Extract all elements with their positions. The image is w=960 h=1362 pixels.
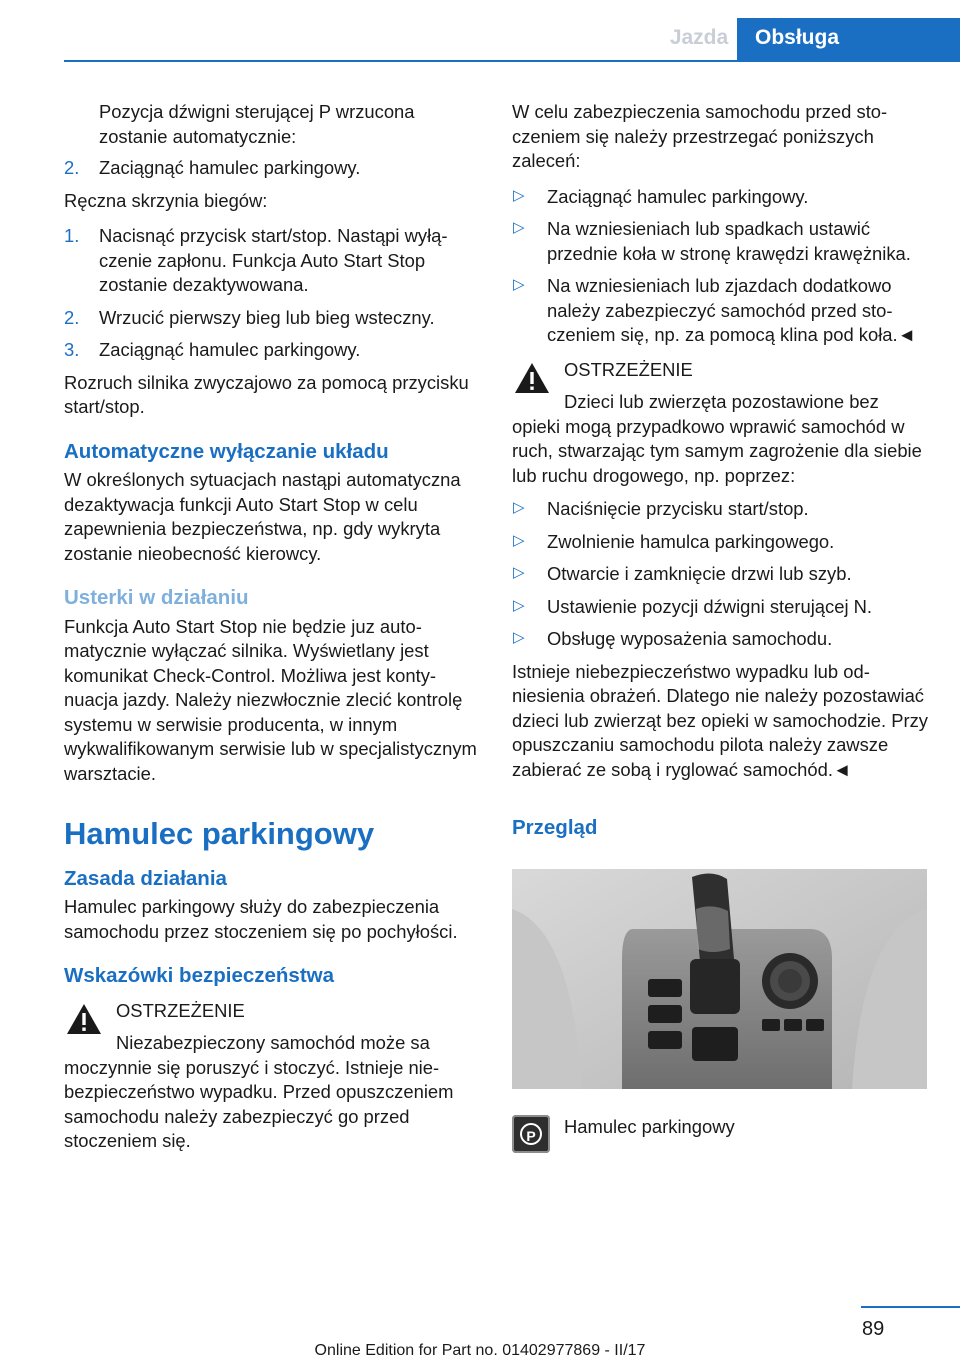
warning-triangle-icon (512, 358, 552, 398)
step-number: 1. (64, 225, 80, 246)
tab-obsluga-label: Obsługa (755, 26, 840, 49)
footer-rule (861, 1306, 960, 1308)
list-item (512, 274, 930, 348)
page-number: 89 (862, 1318, 885, 1340)
faults-text: Funkcja Auto Start Stop nie będzie juz automatycznie wyłączać silnika. Wyświetlany jest komunikat Check-Control. Możliwa jest kontynuacja jazdy. Należy niezwłocznie zlecić kontrolę systemu w serwisie producenta, w innym wykwalifikowanym serwisie lub w specjalistycznym warsztacie. (64, 615, 477, 784)
bullet-text: Zwolnienie hamulca parkingowego. (547, 530, 835, 552)
bullet-text: Zaciągnąć hamulec parkingowy. (547, 185, 809, 207)
auto-transmission-note: Pozycja dźwigni sterującej P wrzucona zostanie automatycznie: (99, 101, 415, 147)
parking-brake-icon (512, 1115, 550, 1153)
list-item (512, 217, 930, 266)
header-rule (64, 60, 960, 62)
heading-faults: Usterki w działaniu (64, 586, 249, 609)
triangle-bullet-icon: ▷ (513, 629, 525, 646)
warning-box (64, 999, 479, 1154)
list-item (512, 530, 930, 555)
triangle-bullet-icon: ▷ (513, 276, 525, 293)
restart-note: Rozruch silnika zwyczajowo za pomocą przycisku start/stop. (64, 371, 469, 417)
tab-obsluga[interactable] (737, 18, 960, 60)
triangle-bullet-icon: ▷ (513, 596, 525, 614)
page-header (0, 0, 960, 62)
parking-brake-icon-letter: P (526, 1128, 536, 1144)
list-item (64, 338, 479, 363)
principle-text: Hamulec parkingowy służy do zabezpieczenia samochodu przez stoczeniem się po pochyłości. (64, 896, 458, 942)
heading-overview: Przegląd (512, 816, 598, 839)
triangle-bullet-icon: ▷ (513, 531, 525, 549)
center-console-photo (512, 869, 927, 1089)
heading-safety: Wskazówki bezpieczeństwa (64, 964, 335, 987)
triangle-bullet-icon: ▷ (513, 186, 525, 204)
step-number: 2. (64, 306, 80, 328)
bullet-text: Naciśnięcie przycisku start/stop. (547, 498, 809, 519)
bullet-text: Obsługę wyposażenia samochodu. (547, 628, 833, 649)
heading-auto-off: Automatyczne wyłączanie układu (64, 439, 389, 463)
manual-intro: Ręczna skrzynia biegów: (64, 189, 268, 211)
photo-caption (512, 1115, 930, 1155)
edition-note: Online Edition for Part no. 01402977869 - II/17 (314, 1342, 646, 1359)
step-text: Wrzucić pierwszy bieg lub bieg wsteczny. (99, 306, 435, 328)
heading-principle: Zasada działania (64, 866, 227, 890)
step-text: Nacisnąć przycisk start/stop. Nastąpi wyłączenie zapłonu. Funkcja Auto Start Stop zostanie dezaktywowana. (99, 225, 448, 295)
step-number: 2. (64, 157, 80, 178)
warning-text: moczynnie się poruszyć i stoczyć. Istnieje niebezpieczeństwo wypadku. Przed opuszczeniem samochodu należy zabezpieczyć go przed stoczeniem się. (64, 1056, 454, 1151)
triangle-bullet-icon: ▷ (513, 219, 525, 236)
left-column (64, 100, 479, 1163)
list-item (512, 562, 930, 587)
list-item (64, 156, 479, 181)
warning-text-first: Dzieci lub zwierzęta pozostawione bez (564, 391, 879, 412)
auto-off-text: W określonych sytuacjach nastąpi automatyczna dezaktywacja funkcji Auto Start Stop w celu zapewnienia bezpieczeństwa, np. gdy wykryta zostanie nieobecność kierowcy. (64, 469, 461, 564)
bullet-text: Otwarcie i zamknięcie drzwi lub szyb. (547, 563, 852, 584)
list-item (512, 595, 930, 620)
bullet-text: Na wzniesieniach lub spadkach ustawić przednie koła w stronę krawędzi krawężnika. (547, 218, 911, 264)
warning-triangle-icon (64, 999, 104, 1039)
securing-intro: W celu zabezpieczenia samochodu przed stoczeniem się należy przestrzegać poniższych zaleceń: (512, 101, 888, 171)
step-text: Zaciągnąć hamulec parkingowy. (99, 339, 361, 360)
closing-warning-text: Istnieje niebezpieczeństwo wypadku lub odniesienia obrażeń. Dlatego nie należy pozostawiać dzieci lub zwierząt bez opieki w samochodzie. Przy opuszczaniu samochodu pilota należy zawsze zabierać ze sobą i ryglować samochód.◄ (512, 660, 929, 780)
tab-jazda[interactable]: Jazda (669, 26, 729, 49)
bullet-text: Ustawienie pozycji dźwigni sterującej N. (547, 595, 873, 617)
warning-text-first: Niezabezpieczony samochód może sa (116, 1032, 430, 1053)
list-item (64, 224, 479, 298)
triangle-bullet-icon: ▷ (513, 499, 525, 516)
heading-parking-brake: Hamulec parkingowy (64, 816, 375, 851)
bullet-text: Na wzniesieniach lub zjazdach dodatkowo należy zabezpieczyć samochód przed stoczeniem się, np. za pomocą klina pod koła.◄ (547, 275, 916, 345)
warning-title: OSTRZEŻENIE (116, 999, 245, 1021)
list-item (512, 627, 930, 652)
step-number: 3. (64, 339, 80, 360)
step-text: Zaciągnąć hamulec parkingowy. (99, 157, 361, 178)
right-column (512, 100, 930, 1155)
caption-text: Hamulec parkingowy (564, 1116, 735, 1137)
warning-text: opieki mogą przypadkowo wprawić samochód w ruch, stwarzając tym samym zagrożenie dla siebie lub ruchu drogowego, np. poprzez: (512, 415, 922, 486)
list-item (64, 306, 479, 331)
warning-box (512, 358, 930, 489)
list-item (512, 185, 930, 210)
warning-title: OSTRZEŻENIE (564, 358, 693, 380)
triangle-bullet-icon: ▷ (513, 564, 525, 581)
list-item (512, 497, 930, 522)
